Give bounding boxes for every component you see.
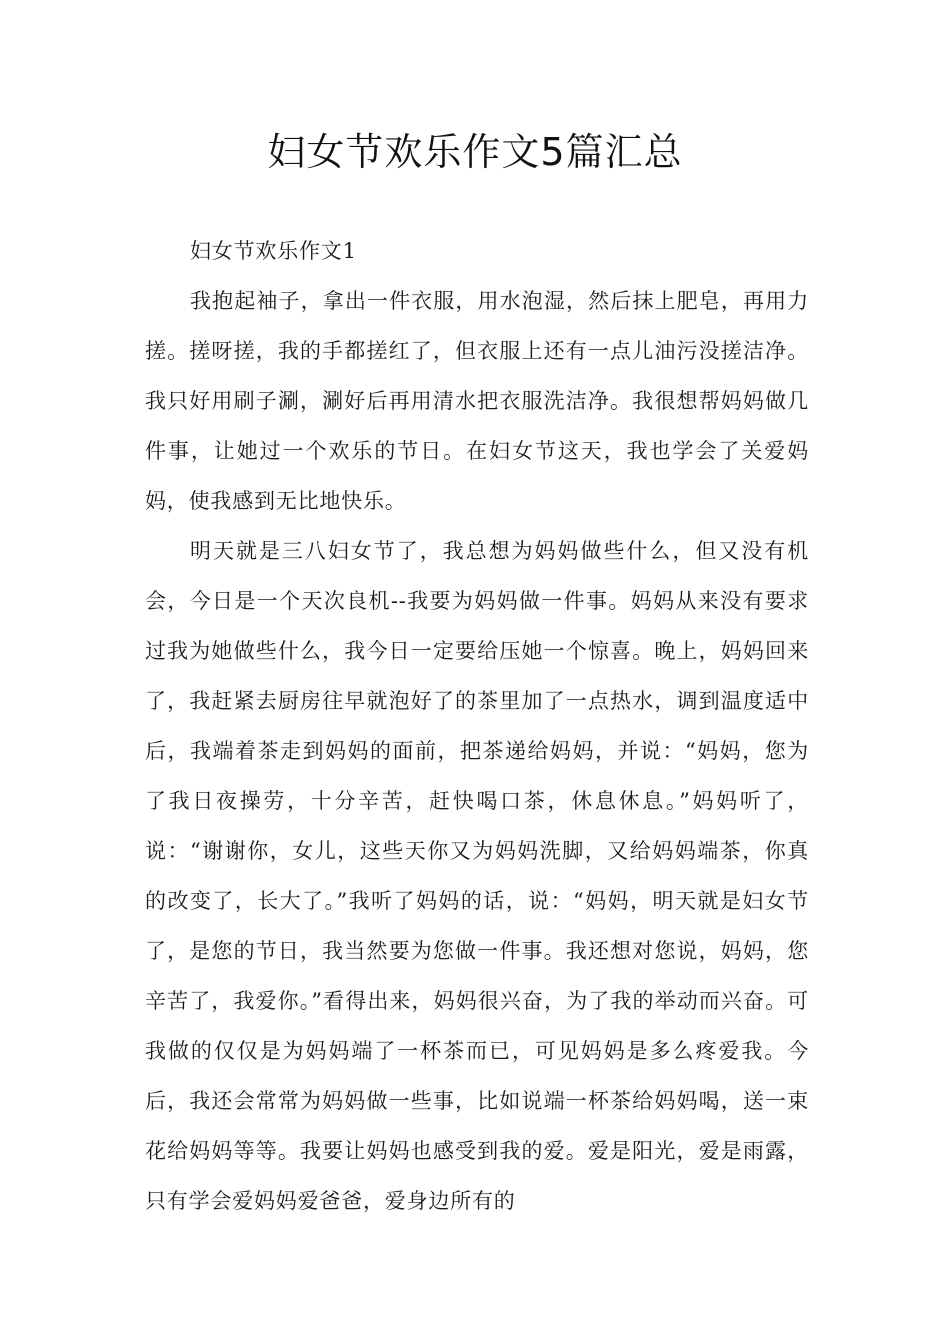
document-title: 妇女节欢乐作文5篇汇总 [267, 130, 683, 174]
document-body [145, 226, 809, 1226]
paragraph-1: 我抱起袖子，拿出一件衣服，用水泡湿，然后抹上肥皂，再用力搓。搓呀搓，我的手都搓红了，但衣服上还有一点儿油污没搓洁净。我只好用刷子涮，涮好后再用清水把衣服洗洁净。我很想帮妈妈做几件事，让她过一个欢乐的节日。在妇女节这天，我也学会了关爱妈妈，使我感到无比地快乐。 [145, 289, 809, 513]
paragraph-2: 明天就是三八妇女节了，我总想为妈妈做些什么，但又没有机会，今日是一个天次良机--我要为妈妈做一件事。妈妈从来没有要求过我为她做些什么，我今日一定要给压她一个惊喜。晚上，妈妈回来了，我赶紧去厨房往早就泡好了的茶里加了一点热水，调到温度适中后，我端着茶走到妈妈的面前，把茶递给妈妈，并说：“妈妈，您为了我日夜操劳，十分辛苦，赶快喝口茶，休息休息。”妈妈听了，说：“谢谢你，女儿，这些天你又为妈妈洗脚，又给妈妈端茶，你真的改变了，长大了。”我听了妈妈的话，说：“妈妈，明天就是妇女节了，是您的节日，我当然要为您做一件事。我还想对您说，妈妈，您辛苦了，我爱你。”看得出来，妈妈很兴奋，为了我的举动而兴奋。可我做的仅仅是为妈妈端了一杯茶而已，可见妈妈是多么疼爱我。今后，我还会常常为妈妈做一些事，比如说端一杯茶给妈妈喝，送一束花给妈妈等等。我要让妈妈也感受到我的爱。爱是阳光，爱是雨露，只有学会爱妈妈爱爸爸，爱身边所有的 [145, 539, 809, 1213]
section-heading: 妇女节欢乐作文1 [190, 239, 357, 263]
